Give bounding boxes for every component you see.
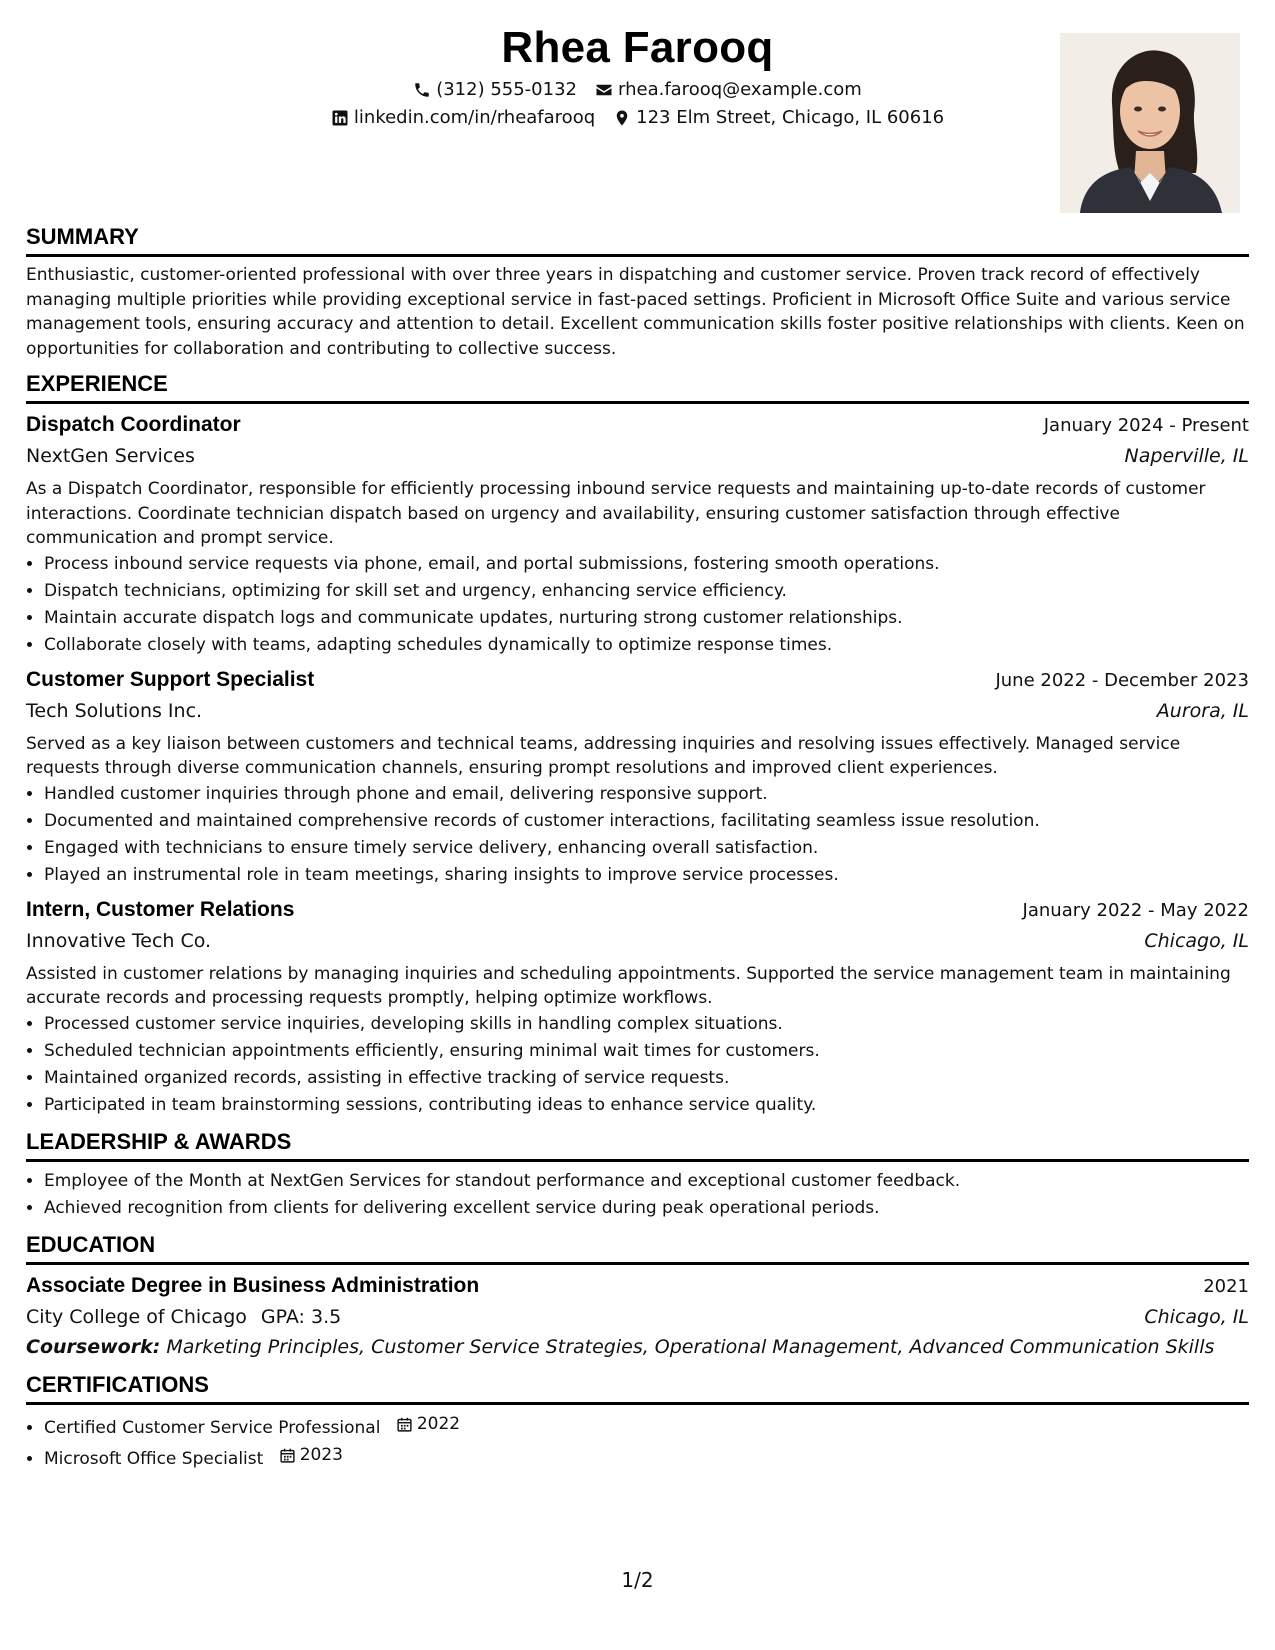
job-bullets: [26, 781, 1249, 889]
candidate-name: Rhea Farooq: [501, 23, 774, 72]
section-title-certifications: CERTIFICATIONS: [26, 1372, 1249, 1405]
list-item: • Played an instrumental role in team meetings, sharing insights to improve service processes.: [44, 862, 1249, 889]
job-entry: [26, 895, 1249, 1119]
list-item: • Collaborate closely with teams, adapting schedules dynamically to optimize response times.: [44, 632, 1249, 659]
job-company: Tech Solutions Inc.: [26, 699, 203, 722]
map-marker-icon: [613, 109, 631, 127]
list-item: • Handled customer inquiries through phone and email, delivering responsive support.: [44, 781, 1249, 808]
contact-email[interactable]: [595, 78, 862, 102]
job-title: Intern, Customer Relations: [26, 897, 295, 921]
experience-section: [26, 371, 1249, 1119]
certifications-list: [26, 1411, 1249, 1473]
summary-text: Enthusiastic, customer-oriented professional with over three years in dispatching and customer service. Proven track record of effectively managing multiple priorities while providing exceptional service in fast-paced settings. Proficient in Microsoft Office Suite and various service management tools, ensuring accuracy and attention to detail. Excellent communication skills foster positive relationships with clients. Keen on opportunities for collaboration and contributing to collective success.: [26, 265, 1245, 359]
cert-name: Microsoft Office Specialist: [44, 1448, 264, 1469]
school-name: City College of Chicago: [26, 1305, 247, 1328]
job-location: Naperville, IL: [1124, 445, 1249, 467]
education-section: [26, 1232, 1249, 1362]
list-item: • Documented and maintained comprehensive records of customer interactions, facilitating seamless issue resolution.: [44, 808, 1249, 835]
job-dates: June 2022 - December 2023: [995, 669, 1249, 691]
school-line: [26, 1302, 341, 1332]
job-description: As a Dispatch Coordinator, responsible for efficiently processing inbound service requests and maintaining up-to-date records of customer interactions. Coordinate technician dispatch based on urgency and availability, ensuring customer satisfaction through effective communication and prompt service.: [26, 479, 1206, 548]
section-title-leadership: LEADERSHIP & AWARDS: [26, 1129, 1249, 1162]
job-location: Aurora, IL: [1156, 699, 1249, 722]
leadership-list: [26, 1168, 1249, 1222]
list-item: [44, 1442, 1249, 1473]
email-text: rhea.farooq@example.com: [618, 79, 862, 100]
job-location: Chicago, IL: [1144, 929, 1249, 952]
cert-year: [279, 1442, 343, 1469]
list-item: [44, 1411, 1249, 1442]
linkedin-text: linkedin.com/in/rheafarooq: [353, 107, 596, 128]
job-company: Innovative Tech Co.: [26, 929, 212, 952]
phone-icon: [413, 81, 431, 99]
coursework-line: [26, 1332, 1249, 1362]
coursework-label: Coursework:: [26, 1335, 161, 1358]
contact-phone: [413, 78, 577, 102]
page-number: 1/2: [621, 1568, 654, 1592]
cert-year: [396, 1411, 460, 1438]
list-item: • Maintain accurate dispatch logs and communicate updates, nurturing strong customer relationships.: [44, 605, 1249, 632]
section-title-summary: SUMMARY: [26, 224, 1249, 257]
coursework-list: Marketing Principles, Customer Service Strategies, Operational Management, Advanced Communication Skills: [166, 1335, 1215, 1358]
list-item: • Engaged with technicians to ensure timely service delivery, enhancing overall satisfaction.: [44, 835, 1249, 862]
cert-year-text: 2022: [416, 1413, 461, 1434]
list-item: • Dispatch technicians, optimizing for skill set and urgency, enhancing service efficiency.: [44, 578, 1249, 605]
calendar-icon: [396, 1416, 413, 1433]
section-title-experience: EXPERIENCE: [26, 371, 1249, 404]
job-description: Assisted in customer relations by managing inquiries and scheduling appointments. Supported the service management team in maintaining accurate records and processing requests promptly, helping optimize workflows.: [26, 963, 1231, 1008]
list-item: • Achieved recognition from clients for delivering excellent service during peak operational periods.: [44, 1195, 1249, 1222]
school-location: Chicago, IL: [1144, 1305, 1249, 1328]
job-title: Dispatch Coordinator: [26, 413, 241, 436]
cert-year-text: 2023: [299, 1444, 343, 1465]
list-item: • Processed customer service inquiries, developing skills in handling complex situations.: [44, 1011, 1249, 1038]
linkedin-icon: [331, 109, 349, 127]
calendar-icon: [279, 1447, 296, 1464]
list-item: • Process inbound service requests via phone, email, and portal submissions, fostering smooth operations.: [44, 551, 1249, 578]
list-item: • Maintained organized records, assisting in effective tracking of service requests.: [44, 1065, 1249, 1092]
job-dates: January 2022 - May 2022: [1022, 899, 1249, 921]
cert-name: Certified Customer Service Professional: [44, 1417, 381, 1438]
list-item: • Employee of the Month at NextGen Services for standout performance and exceptional customer feedback.: [44, 1168, 1249, 1195]
contact-linkedin[interactable]: [331, 106, 595, 130]
profile-photo: [1060, 33, 1240, 213]
phone-text: (312) 555-0132: [436, 79, 577, 100]
graduation-year: 2021: [1203, 1275, 1249, 1297]
job-entry: [26, 665, 1249, 889]
job-bullets: [26, 551, 1249, 659]
resume-body: [26, 224, 1249, 1483]
contact-address: [613, 106, 944, 130]
job-description: Served as a key liaison between customers and technical teams, addressing inquiries and resolving issues effectively. Managed service requests through diverse communication channels, ensuring prompt resolutions and improved client experiences.: [26, 733, 1181, 778]
certifications-section: [26, 1372, 1249, 1473]
section-title-education: EDUCATION: [26, 1232, 1249, 1265]
summary-section: [26, 224, 1249, 361]
job-title: Customer Support Specialist: [26, 667, 315, 691]
list-item: • Participated in team brainstorming sessions, contributing ideas to enhance service quality.: [44, 1092, 1249, 1119]
job-dates: January 2024 - Present: [1043, 415, 1249, 436]
job-entry: [26, 410, 1249, 659]
job-bullets: [26, 1011, 1249, 1119]
degree-title: Associate Degree in Business Administration: [26, 1273, 480, 1297]
leadership-section: [26, 1129, 1249, 1222]
job-company: NextGen Services: [26, 445, 195, 467]
envelope-icon: [595, 81, 613, 99]
list-item: • Scheduled technician appointments efficiently, ensuring minimal wait times for customers.: [44, 1038, 1249, 1065]
gpa: GPA: 3.5: [260, 1305, 342, 1328]
address-text: 123 Elm Street, Chicago, IL 60616: [636, 107, 945, 128]
